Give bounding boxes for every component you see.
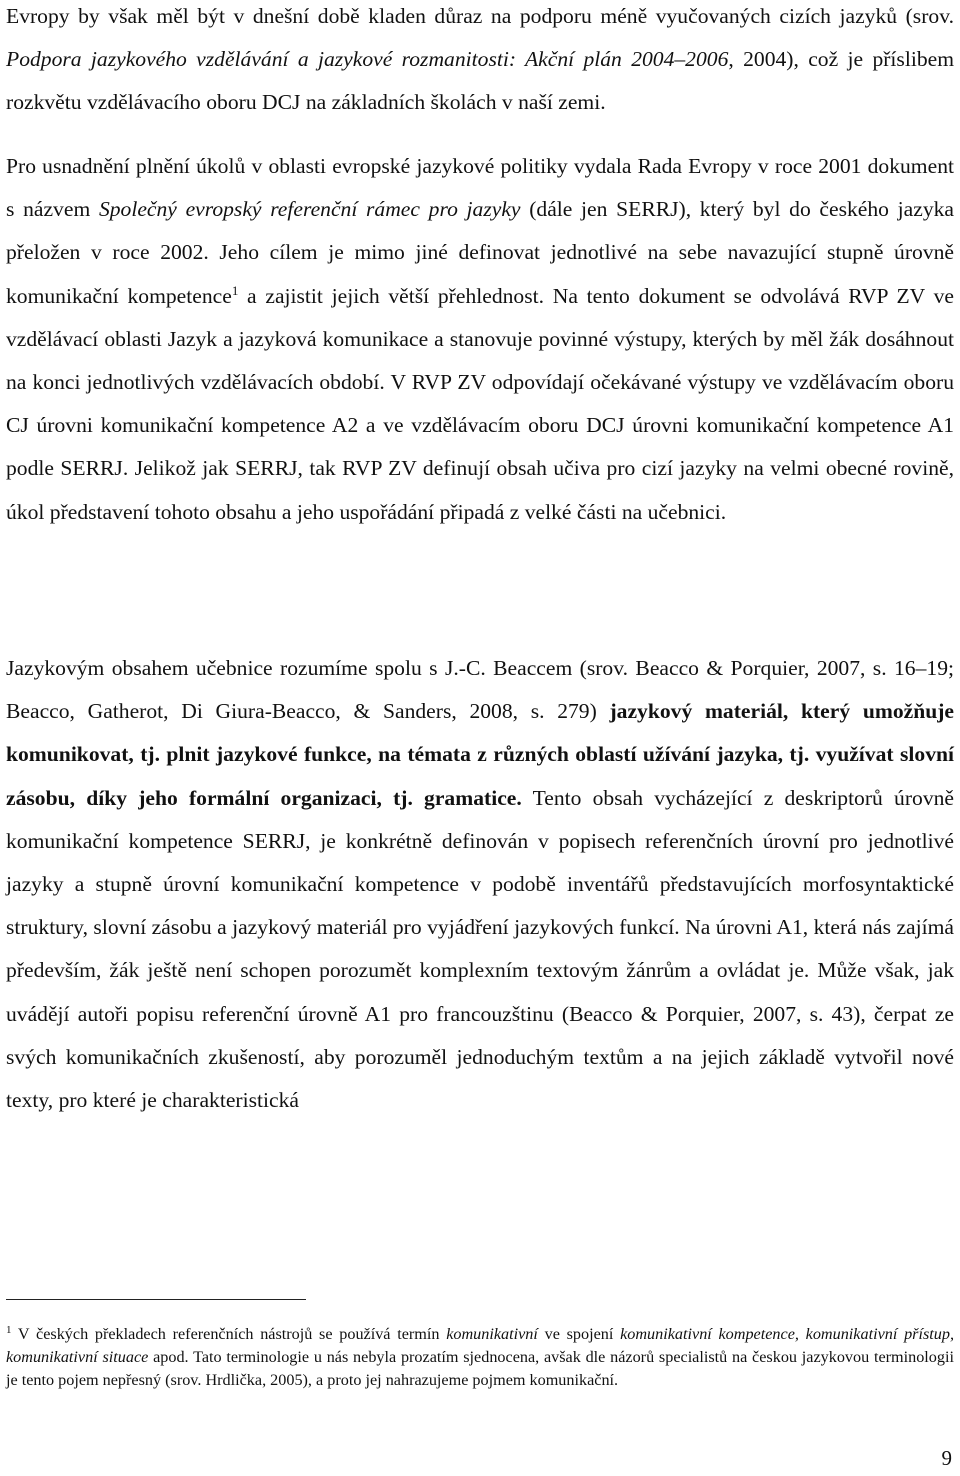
p3-text-c: Tento obsah vycházející z deskriptorů úrovně komunikační kompetence SERRJ, je konkrétně definován v popisech referenčních úrovní pro jednotlivé jazyky a stupně úrovní komunikační kompetence v podobě inventářů představujících morfosyntaktické struktury, slovní zásobu a jazykový materiál pro vyjádření jazykových funkcí. Na úrovni A1, která nás zajímá především, žák ještě není schopen porozumět komplexním textovým žánrům a ovládat je. Může však, jak uvádějí autoři popisu referenční úrovně A1 pro francouzštinu (Beacco & Porquier, 2007, s. 43), čerpat ze svých komunikačních zkušeností, aby porozuměl jednoduchým textům a na jejich základě vytvořil nové texty, pro které je charakteristická (6, 785, 955, 1113)
p3-definition-bold: jazykový materiál, který umožňuje komunikovat, tj. plnit jazykové funkce, na témata z různých oblastí užívání jazyka, tj. využívat slovní zásobu, díky jeho formální organizaci, tj. gramatice. (6, 699, 954, 810)
p2-document-title: Společný evropský referenční rámec pro jazyky (98, 197, 521, 222)
footnote (6, 1323, 954, 1391)
footnote-marker: 1 (6, 1324, 12, 1336)
footnote-separator (6, 1299, 306, 1300)
footnote-term: komunikativní (446, 1325, 538, 1343)
p2-text-a: Pro usnadnění plnění úkolů v oblasti evropské jazykové politiky vydala Rada Evropy v roce 2001 dokument s názvem (6, 154, 954, 222)
footnote-term-examples: komunikativní kompetence, komunikativní přístup, komunikativní situace (6, 1325, 954, 1366)
footnote-text-a: V českých překladech referenčních nástrojů se používá termín (11, 1325, 447, 1343)
p1-text-a: Evropy by však měl být v dnešní době kladen důraz na podporu méně vyučovaných cizích jazyků (srov. (6, 4, 954, 28)
p2-text-c: (dále jen SERRJ), který byl do českého jazyka přeložen v roce 2002. Jeho cílem je mimo jiné definovat jednotlivé na sebe navazující stupně úrovně komunikační kompetence (6, 197, 955, 308)
paragraph-3 (6, 647, 954, 1122)
paragraph-1 (6, 0, 954, 125)
p2-text-d: a zajistit jejich větší přehlednost. Na tento dokument se odvolává RVP ZV ve vzdělávací oblasti Jazyk a jazyková komunikace a stanovuje povinné výstupy, kterých by měl žák dosáhnout na konci jednotlivých vzdělávacích období. V RVP ZV odpovídají očekávané výstupy ve vzdělávacím oboru CJ úrovni komunikační kompetence A2 a ve vzdělávacím oboru DCJ úrovni komunikační kompetence A1 podle SERRJ. Jelikož jak SERRJ, tak RVP ZV definují obsah učiva pro cizí jazyky na velmi obecné rovině, úkol představení tohoto obsahu a jeho uspořádání připadá z velké části na učebnici. (6, 283, 955, 524)
p3-text-a: Jazykovým obsahem učebnice rozumíme spolu s J.-C. Beaccem (srov. Beacco & Porquier, 2007, s. 16–19; Beacco, Gatherot, Di Giura-Beacco, & Sanders, 2008, s. 279) (6, 656, 954, 724)
footnote-text-e: apod. Tato terminologie u nás nebyla prozatím sjednocena, avšak dle názorů specialistů na českou jazykovou terminologii je tento pojem nepřesný (srov. Hrdlička, 2005), a proto jej nahrazujeme pojmem komunikační. (6, 1347, 954, 1389)
page-number: 9 (941, 1446, 952, 1470)
paragraph-2 (6, 145, 954, 534)
p1-cited-title: Podpora jazykového vzdělávání a jazykové rozmanitosti: Akční plán 2004–2006 (6, 47, 729, 72)
footnote-text-c: ve spojení (537, 1325, 621, 1343)
footnote-reference[interactable]: 1 (231, 282, 239, 298)
p1-text-c: , 2004), což je příslibem rozkvětu vzdělávacího oboru DCJ na základních školách v naší zemi. (6, 47, 955, 115)
